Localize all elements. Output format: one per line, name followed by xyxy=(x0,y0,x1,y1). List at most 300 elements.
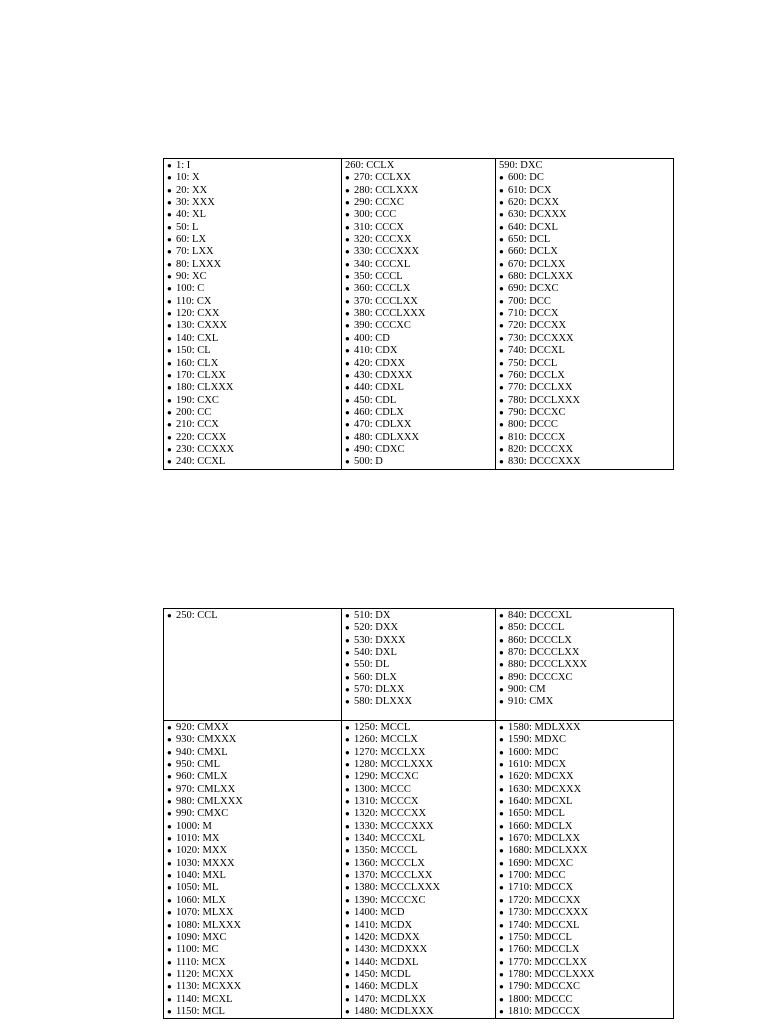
list-item xyxy=(499,345,670,357)
list-item xyxy=(499,172,670,184)
list-item xyxy=(499,456,670,468)
list-item xyxy=(167,185,338,197)
list-item-text: 1690: MDCXC xyxy=(508,857,574,869)
bullet-icon: ● xyxy=(167,1006,172,1016)
list-item-text: 1600: MDC xyxy=(508,746,559,758)
list-item-text: 880: DCCCLXXX xyxy=(508,659,588,671)
cell-heading: 260: CCLX xyxy=(345,160,395,171)
list-item-text: 420: CDXX xyxy=(354,357,406,369)
list-item xyxy=(167,444,338,456)
list-item-text: 1020: MXX xyxy=(176,845,228,857)
list-item xyxy=(167,907,338,919)
list-item xyxy=(499,209,670,221)
list-item-text: 690: DCXC xyxy=(508,283,559,295)
list-item xyxy=(499,920,670,932)
list-item xyxy=(499,895,670,907)
list-item-text: 1430: MCDXXX xyxy=(354,944,428,956)
list-item-text: 1270: MCCLXX xyxy=(354,746,426,758)
bullet-icon: ● xyxy=(499,685,504,695)
list-item-text: 840: DCCCXL xyxy=(508,610,572,621)
list-item-text: 370: CCCLXX xyxy=(354,295,418,307)
list-item xyxy=(345,320,492,332)
bullet-icon: ● xyxy=(345,685,350,695)
list-item xyxy=(345,734,492,746)
list-item-text: 90: XC xyxy=(176,271,207,283)
list-item-text: 910: CMX xyxy=(508,696,554,708)
bullet-icon: ● xyxy=(167,772,172,782)
list-item xyxy=(499,622,670,634)
bullet-icon: ● xyxy=(167,247,172,257)
bullet-icon: ● xyxy=(499,309,504,319)
list-item-text: 300: CCC xyxy=(354,209,397,221)
bullet-icon: ● xyxy=(345,660,350,670)
list-item-text: 230: CCXXX xyxy=(176,443,235,455)
bullet-icon: ● xyxy=(499,358,504,368)
bullet-icon: ● xyxy=(345,834,350,844)
list-item xyxy=(167,308,338,320)
list-item xyxy=(345,969,492,981)
list-item-text: 1680: MDCLXXX xyxy=(508,845,588,857)
list-item-text: 570: DLXX xyxy=(354,684,405,696)
list-item-text: 1440: MCDXL xyxy=(354,956,419,968)
bullet-icon: ● xyxy=(499,444,504,454)
list-item xyxy=(499,734,670,746)
list-item xyxy=(499,932,670,944)
table-row xyxy=(164,159,674,470)
list-item xyxy=(167,734,338,746)
bullet-icon: ● xyxy=(167,185,172,195)
bullet-icon: ● xyxy=(345,321,350,331)
list-item xyxy=(167,259,338,271)
bullet-icon: ● xyxy=(499,198,504,208)
list-item xyxy=(345,622,492,634)
bullet-icon: ● xyxy=(499,908,504,918)
list-item xyxy=(167,845,338,857)
list-item xyxy=(345,659,492,671)
bullet-icon: ● xyxy=(167,284,172,294)
list-item-text: 1790: MDCCXC xyxy=(508,981,581,993)
list-item xyxy=(167,222,338,234)
list-item xyxy=(499,271,670,283)
list-item-text: 1720: MDCCXX xyxy=(508,894,581,906)
bullet-icon: ● xyxy=(167,932,172,942)
list-item xyxy=(167,821,338,833)
bullet-icon: ● xyxy=(499,623,504,633)
bullet-icon: ● xyxy=(345,957,350,967)
list-item-text: 350: CCCL xyxy=(354,271,403,283)
bullet-icon: ● xyxy=(345,723,350,732)
list-item-text: 80: LXXX xyxy=(176,258,222,270)
list-item xyxy=(499,808,670,820)
list-item-text: 1450: MCDL xyxy=(354,968,411,980)
bullet-icon: ● xyxy=(499,784,504,794)
list-item xyxy=(167,796,338,808)
bullet-icon: ● xyxy=(345,945,350,955)
bullet-icon: ● xyxy=(167,444,172,454)
bullet-icon: ● xyxy=(167,957,172,967)
list-item-text: 820: DCCCXX xyxy=(508,443,574,455)
bullet-icon: ● xyxy=(167,883,172,893)
list-item-text: 1150: MCL xyxy=(176,1005,225,1017)
bullet-icon: ● xyxy=(499,247,504,257)
list-item-text: 1310: MCCCX xyxy=(354,796,419,808)
bullet-icon: ● xyxy=(167,457,172,467)
list-item-text: 800: DCCC xyxy=(508,419,558,431)
list-item xyxy=(345,870,492,882)
bullet-icon: ● xyxy=(499,432,504,442)
bullet-icon: ● xyxy=(345,210,350,220)
list-item xyxy=(167,969,338,981)
list-item-text: 360: CCCLX xyxy=(354,283,411,295)
list-item-text: 680: DCLXXX xyxy=(508,271,574,283)
list-item-text: 1380: MCCCLXXX xyxy=(354,882,441,894)
list-item xyxy=(167,932,338,944)
bullet-icon: ● xyxy=(499,834,504,844)
bullet-icon: ● xyxy=(499,346,504,356)
list-item xyxy=(499,185,670,197)
list-item xyxy=(499,771,670,783)
list-item xyxy=(167,456,338,468)
list-item-text: 1400: MCD xyxy=(354,907,405,919)
list-item xyxy=(345,333,492,345)
list-item-text: 740: DCCXL xyxy=(508,345,565,357)
list-item xyxy=(499,259,670,271)
list-item xyxy=(345,821,492,833)
list-item xyxy=(499,197,670,209)
list-item-text: 1130: MCXXX xyxy=(176,981,242,993)
bullet-icon: ● xyxy=(167,994,172,1004)
list-item-text: 650: DCL xyxy=(508,234,551,246)
list-item xyxy=(345,419,492,431)
bullet-icon: ● xyxy=(499,333,504,343)
bullet-icon: ● xyxy=(167,723,172,732)
roman-numerals-table-1 xyxy=(163,158,674,470)
bullet-icon: ● xyxy=(167,809,172,819)
bullet-icon: ● xyxy=(167,834,172,844)
bullet-icon: ● xyxy=(345,920,350,930)
list-item xyxy=(167,895,338,907)
bullet-icon: ● xyxy=(499,735,504,745)
list-item-text: 1730: MDCCXXX xyxy=(508,907,589,919)
bullet-icon: ● xyxy=(345,969,350,979)
list-item xyxy=(499,784,670,796)
list-item-text: 100: C xyxy=(176,283,205,295)
list-item-text: 210: CCX xyxy=(176,419,219,431)
list-item xyxy=(167,920,338,932)
numeral-list xyxy=(167,160,338,469)
list-item xyxy=(499,672,670,684)
bullet-icon: ● xyxy=(167,321,172,331)
list-item-text: 20: XX xyxy=(176,184,208,196)
bullet-icon: ● xyxy=(167,259,172,269)
list-item-text: 930: CMXXX xyxy=(176,734,237,746)
bullet-icon: ● xyxy=(499,747,504,757)
list-item xyxy=(167,858,338,870)
list-item-text: 1: I xyxy=(176,160,191,171)
list-item xyxy=(345,172,492,184)
list-item xyxy=(499,907,670,919)
list-item-text: 180: CLXXX xyxy=(176,382,234,394)
bullet-icon: ● xyxy=(499,284,504,294)
list-item xyxy=(499,882,670,894)
list-item xyxy=(499,747,670,759)
bullet-icon: ● xyxy=(167,235,172,245)
list-item-text: 1010: MX xyxy=(176,833,220,845)
list-item xyxy=(167,981,338,993)
bullet-icon: ● xyxy=(167,346,172,356)
bullet-icon: ● xyxy=(499,210,504,220)
list-item xyxy=(499,981,670,993)
bullet-icon: ● xyxy=(499,296,504,306)
bullet-icon: ● xyxy=(167,420,172,430)
list-item-text: 470: CDLXX xyxy=(354,419,412,431)
list-item-text: 760: DCCLX xyxy=(508,369,565,381)
table-cell xyxy=(164,721,342,1019)
table-cell xyxy=(342,721,496,1019)
list-item-text: 1290: MCCXC xyxy=(354,771,419,783)
list-item xyxy=(499,419,670,431)
list-item-text: 960: CMLX xyxy=(176,771,228,783)
list-item-text: 280: CCLXXX xyxy=(354,184,419,196)
list-item xyxy=(499,833,670,845)
list-item xyxy=(167,419,338,431)
bullet-icon: ● xyxy=(345,358,350,368)
list-item-text: 40: XL xyxy=(176,209,207,221)
bullet-icon: ● xyxy=(167,358,172,368)
list-item-text: 1000: M xyxy=(176,820,212,832)
bullet-icon: ● xyxy=(345,982,350,992)
list-item xyxy=(499,610,670,622)
bullet-icon: ● xyxy=(499,407,504,417)
bullet-icon: ● xyxy=(345,772,350,782)
list-item xyxy=(345,981,492,993)
list-item xyxy=(167,944,338,956)
list-item xyxy=(499,296,670,308)
bullet-icon: ● xyxy=(167,309,172,319)
list-item-text: 1070: MLXX xyxy=(176,907,234,919)
list-item-text: 1810: MDCCCX xyxy=(508,1005,581,1017)
list-item-text: 790: DCCXC xyxy=(508,406,566,418)
list-item xyxy=(345,197,492,209)
list-item-text: 1060: MLX xyxy=(176,894,226,906)
list-item xyxy=(167,209,338,221)
list-item-text: 460: CDLX xyxy=(354,406,404,418)
list-item-text: 630: DCXXX xyxy=(508,209,567,221)
list-item-text: 610: DCX xyxy=(508,184,552,196)
list-item-text: 190: CXC xyxy=(176,394,219,406)
table-cell xyxy=(164,159,342,470)
list-item-text: 1750: MDCCL xyxy=(508,931,572,943)
list-item xyxy=(499,647,670,659)
list-item xyxy=(499,246,670,258)
bullet-icon: ● xyxy=(345,198,350,208)
list-item xyxy=(345,283,492,295)
list-item xyxy=(345,432,492,444)
bullet-icon: ● xyxy=(345,760,350,770)
bullet-icon: ● xyxy=(345,821,350,831)
bullet-icon: ● xyxy=(499,660,504,670)
list-item xyxy=(345,845,492,857)
bullet-icon: ● xyxy=(345,457,350,467)
bullet-icon: ● xyxy=(345,846,350,856)
bullet-icon: ● xyxy=(499,809,504,819)
bullet-icon: ● xyxy=(167,982,172,992)
bullet-icon: ● xyxy=(345,222,350,232)
list-item-text: 1580: MDLXXX xyxy=(508,722,581,733)
bullet-icon: ● xyxy=(499,259,504,269)
list-item-text: 530: DXXX xyxy=(354,634,406,646)
list-item xyxy=(167,610,338,622)
table-cell xyxy=(164,609,342,721)
bullet-icon: ● xyxy=(345,272,350,282)
bullet-icon: ● xyxy=(345,296,350,306)
list-item xyxy=(167,234,338,246)
list-item xyxy=(167,833,338,845)
bullet-icon: ● xyxy=(499,420,504,430)
list-item-text: 140: CXL xyxy=(176,332,219,344)
bullet-icon: ● xyxy=(345,871,350,881)
list-item-text: 200: CC xyxy=(176,406,212,418)
bullet-icon: ● xyxy=(499,672,504,682)
list-item xyxy=(345,808,492,820)
list-item-text: 220: CCXX xyxy=(176,431,227,443)
list-item xyxy=(167,345,338,357)
list-item xyxy=(345,684,492,696)
list-item-text: 60: LX xyxy=(176,234,207,246)
list-item xyxy=(167,722,338,734)
list-item-text: 900: CM xyxy=(508,684,546,696)
table-cell xyxy=(496,609,674,721)
list-item-text: 1090: MXC xyxy=(176,931,227,943)
list-item-text: 1710: MDCCX xyxy=(508,882,574,894)
bullet-icon: ● xyxy=(499,635,504,645)
list-item-text: 240: CCXL xyxy=(176,456,226,468)
list-item-text: 500: D xyxy=(354,456,383,468)
table-cell xyxy=(342,159,496,470)
list-item-text: 780: DCCLXXX xyxy=(508,394,581,406)
bullet-icon: ● xyxy=(499,920,504,930)
list-item-text: 70: LXX xyxy=(176,246,214,258)
bullet-icon: ● xyxy=(345,185,350,195)
bullet-icon: ● xyxy=(167,821,172,831)
list-item-text: 640: DCXL xyxy=(508,221,558,233)
list-item xyxy=(345,358,492,370)
list-item-text: 660: DCLX xyxy=(508,246,558,258)
list-item-text: 1480: MCDLXXX xyxy=(354,1005,434,1017)
list-item xyxy=(167,246,338,258)
bullet-icon: ● xyxy=(499,383,504,393)
list-item xyxy=(345,647,492,659)
bullet-icon: ● xyxy=(167,969,172,979)
bullet-icon: ● xyxy=(499,957,504,967)
list-item-text: 600: DC xyxy=(508,172,544,184)
list-item-text: 410: CDX xyxy=(354,345,398,357)
table-cell xyxy=(342,609,496,721)
list-item xyxy=(345,308,492,320)
bullet-icon: ● xyxy=(167,858,172,868)
list-item xyxy=(345,370,492,382)
bullet-icon: ● xyxy=(499,648,504,658)
bullet-icon: ● xyxy=(499,760,504,770)
bullet-icon: ● xyxy=(499,370,504,380)
list-item xyxy=(167,771,338,783)
list-item-text: 1660: MDCLX xyxy=(508,820,573,832)
list-item xyxy=(345,610,492,622)
list-item-text: 450: CDL xyxy=(354,394,397,406)
list-item xyxy=(345,382,492,394)
list-item-text: 950: CML xyxy=(176,759,221,771)
bullet-icon: ● xyxy=(499,222,504,232)
list-item xyxy=(345,907,492,919)
bullet-icon: ● xyxy=(499,723,504,732)
list-item-text: 510: DX xyxy=(354,610,391,621)
numeral-list xyxy=(345,610,492,709)
list-item-text: 1700: MDCC xyxy=(508,870,566,882)
list-item xyxy=(499,1006,670,1018)
list-item-text: 490: CDXC xyxy=(354,443,405,455)
list-item xyxy=(499,845,670,857)
bullet-icon: ● xyxy=(345,672,350,682)
list-item-text: 850: DCCCL xyxy=(508,622,565,634)
list-item-text: 1360: MCCCLX xyxy=(354,857,425,869)
bullet-icon: ● xyxy=(499,895,504,905)
bullet-icon: ● xyxy=(345,432,350,442)
bullet-icon: ● xyxy=(167,432,172,442)
bullet-icon: ● xyxy=(167,222,172,232)
list-item-text: 1040: MXL xyxy=(176,870,226,882)
list-item-text: 1080: MLXXX xyxy=(176,919,242,931)
bullet-icon: ● xyxy=(345,623,350,633)
bullet-icon: ● xyxy=(345,395,350,405)
bullet-icon: ● xyxy=(345,809,350,819)
list-item-text: 150: CL xyxy=(176,345,211,357)
list-item xyxy=(167,747,338,759)
list-item-text: 720: DCCXX xyxy=(508,320,567,332)
table-row xyxy=(164,721,674,1019)
bullet-icon: ● xyxy=(167,161,172,170)
roman-numerals-table-2 xyxy=(163,608,674,1019)
numeral-list xyxy=(167,722,338,1018)
bullet-icon: ● xyxy=(167,333,172,343)
list-item xyxy=(167,407,338,419)
list-item-text: 1050: ML xyxy=(176,882,219,894)
bullet-icon: ● xyxy=(345,735,350,745)
list-item-text: 1370: MCCCLXX xyxy=(354,870,433,882)
list-item-text: 10: X xyxy=(176,172,200,184)
bullet-icon: ● xyxy=(345,784,350,794)
bullet-icon: ● xyxy=(345,407,350,417)
list-item xyxy=(167,882,338,894)
bullet-icon: ● xyxy=(345,235,350,245)
bullet-icon: ● xyxy=(167,871,172,881)
list-item xyxy=(345,796,492,808)
bullet-icon: ● xyxy=(345,346,350,356)
list-item-text: 1760: MDCCLX xyxy=(508,944,580,956)
list-item xyxy=(499,444,670,456)
bullet-icon: ● xyxy=(167,908,172,918)
numeral-list xyxy=(499,610,670,709)
list-item xyxy=(499,320,670,332)
bullet-icon: ● xyxy=(167,735,172,745)
list-item xyxy=(499,308,670,320)
list-item xyxy=(345,944,492,956)
bullet-icon: ● xyxy=(345,908,350,918)
bullet-icon: ● xyxy=(167,210,172,220)
bullet-icon: ● xyxy=(499,982,504,992)
list-item-text: 1100: MC xyxy=(176,944,219,956)
list-item-text: 550: DL xyxy=(354,659,390,671)
list-item-text: 870: DCCCLXX xyxy=(508,647,580,659)
